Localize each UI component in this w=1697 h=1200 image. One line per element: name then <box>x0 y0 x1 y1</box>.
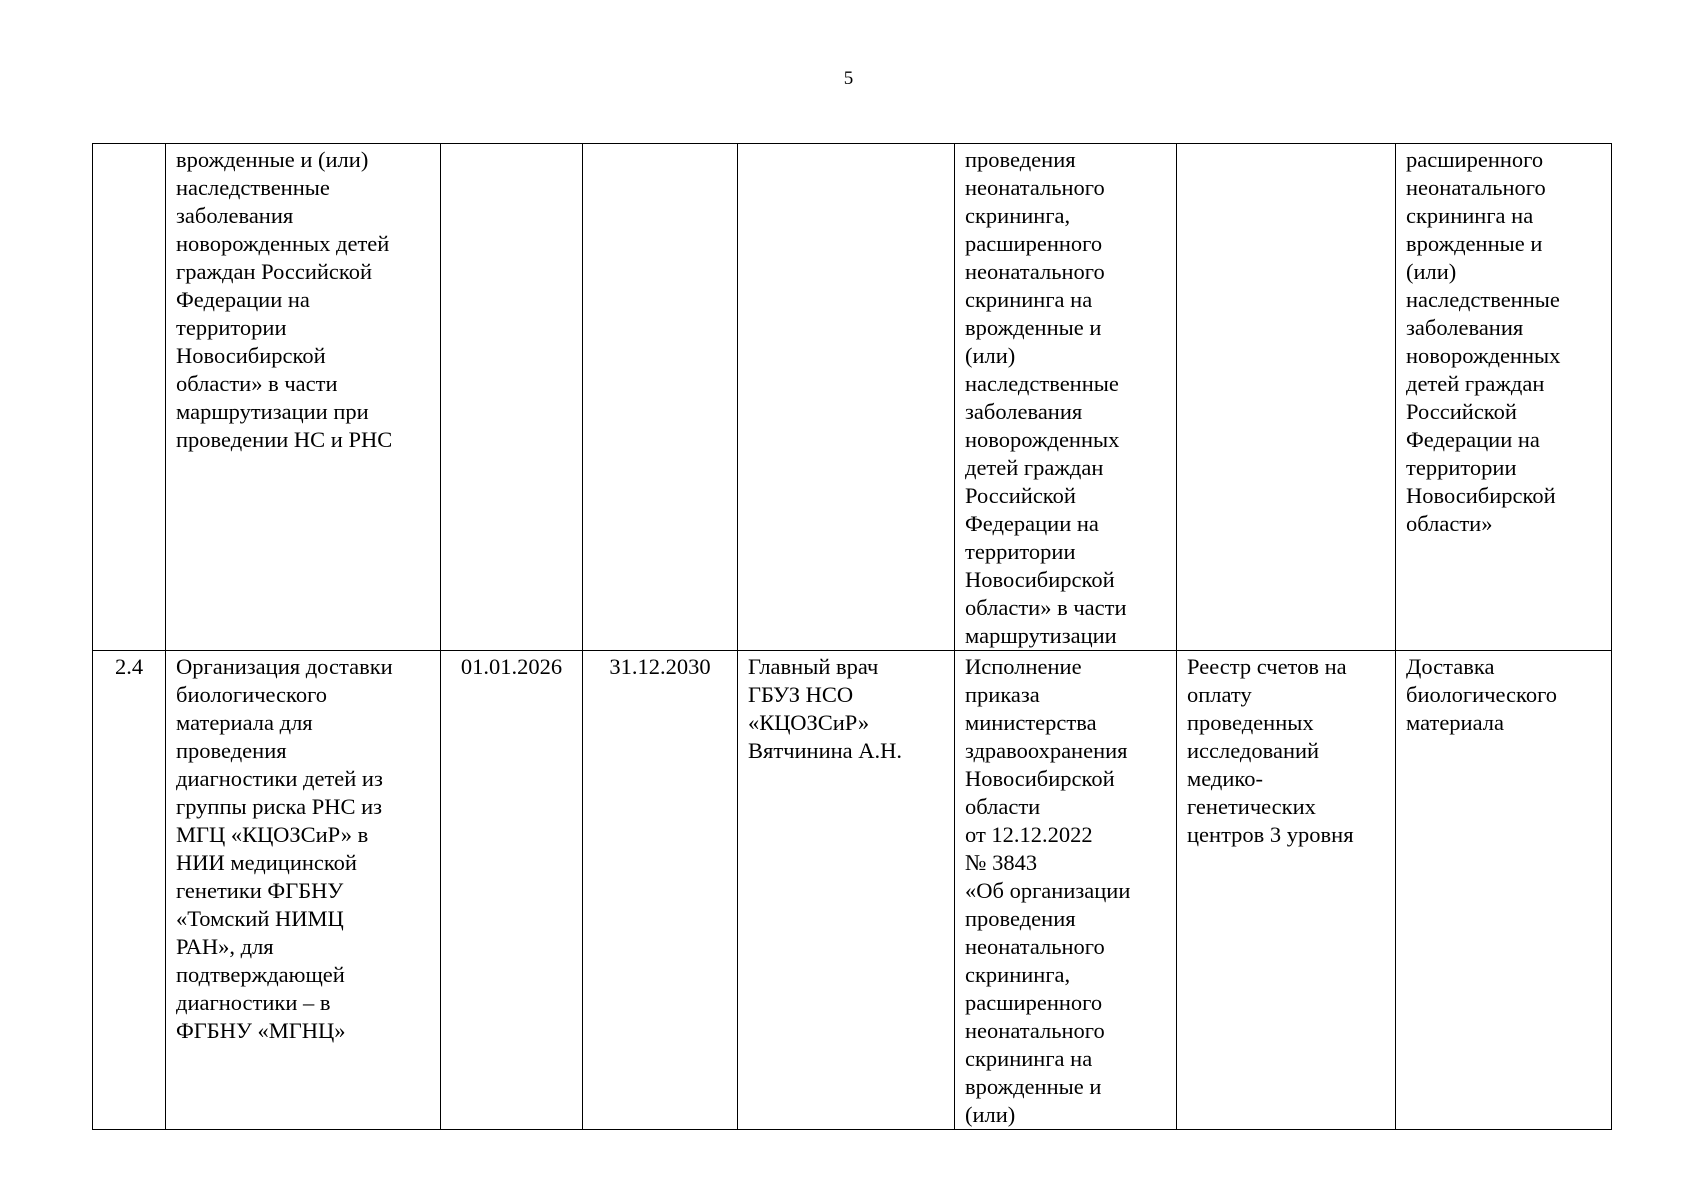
cell-end-date: 31.12.2030 <box>583 651 738 1130</box>
table-row <box>93 144 1612 651</box>
cell-document <box>1177 144 1396 651</box>
cell-responsible <box>738 144 955 651</box>
cell-number: 2.4 <box>93 651 166 1130</box>
cell-end-date <box>583 144 738 651</box>
cell-action: Организация доставки биологического материала для проведения диагностики детей из группы риска РНС из МГЦ «КЦОЗСиР» в НИИ медицинской генетики ФГБНУ «Томский НИМЦ РАН», для подтверждающей диагностики – в ФГБНУ «МГНЦ» <box>166 651 441 1130</box>
plan-table <box>92 143 1612 1130</box>
table-row <box>93 651 1612 1130</box>
cell-number <box>93 144 166 651</box>
cell-start-date: 01.01.2026 <box>441 651 583 1130</box>
cell-start-date <box>441 144 583 651</box>
cell-mechanism: Исполнение приказа министерства здравоохранения Новосибирской области от 12.12.2022 № 3843 «Об организации проведения неонатального скрининга, расширенного неонатального скрининга на врожденные и (или) <box>955 651 1177 1130</box>
cell-mechanism: проведения неонатального скрининга, расширенного неонатального скрининга на врожденные и (или) наследственные заболевания новорожденных детей граждан Российской Федерации на территории Новосибирской области» в части маршрутизации <box>955 144 1177 651</box>
cell-result: Доставка биологического материала <box>1396 651 1612 1130</box>
page-number: 5 <box>843 68 854 89</box>
cell-result: расширенного неонатального скрининга на врожденные и (или) наследственные заболевания новорожденных детей граждан Российской Федерации на территории Новосибирской области» <box>1396 144 1612 651</box>
cell-document: Реестр счетов на оплату проведенных исследований медико- генетических центров 3 уровня <box>1177 651 1396 1130</box>
cell-action: врожденные и (или) наследственные заболевания новорожденных детей граждан Российской Федерации на территории Новосибирской области» в части маршрутизации при проведении НС и РНС <box>166 144 441 651</box>
cell-responsible: Главный врач ГБУЗ НСО «КЦОЗСиР» Вятчинина А.Н. <box>738 651 955 1130</box>
